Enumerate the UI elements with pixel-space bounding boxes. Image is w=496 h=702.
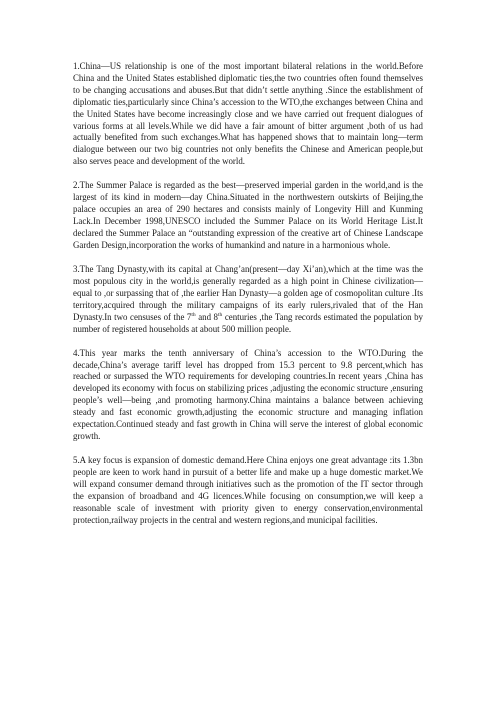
paragraph-3-text-before: 3.The Tang Dynasty,with its capital at Chang’an(present—day Xi’an),which at the time was the most populous city in the world,is generally regarded as a high point in Chinese civilization—equal to ,or surpassing that of ,the earlier Han Dynasty—a golden age of cosmopolitan culture .Its territory,acquired through the military campaigns of its early rulers,rivaled that of the Han Dynasty.In two censuses of the 7 xyxy=(73,263,423,322)
document-page xyxy=(73,61,423,539)
paragraph-1: 1.China—US relationship is one of the most important bilateral relations in the world.Before China and the United States established diplomatic ties,the two countries often found themselves to be changing accusations and abuses.But that didn’t settle anything .Since the establishment of diplomatic ties,particularly since China’s accession to the WTO,the exchanges between China and the United States have become increasingly close and we have carried out frequent dialogues of various forms at all levels.While we did have a fair amount of bitter argument ,both of us had actually benefited from such exchanges.What has happened shows that to maintain long—term dialogue between our two big countries not only benefits the Chinese and American people,but also serves peace and development of the world. xyxy=(73,61,423,167)
ordinal-suffix-7th: th xyxy=(191,311,196,318)
paragraph-3-text-after: centuries ,the Tang records estimated the population by number of registered households at about 500 million people. xyxy=(73,311,423,334)
paragraph-2: 2.The Summer Palace is regarded as the best—preserved imperial garden in the world,and is the largest of its kind in modern—day China.Situated in the northwestern outskirts of Beijing,the palace occupies an area of 290 hectares and consists mainly of Longevity Hill and Kunming Lack.In December 1998,UNESCO included the Summer Palace on its World Heritage List.It declared the Summer Palace an “outstanding expression of the creative art of Chinese Landscape Garden Design,incorporation the works of humankind and nature in a harmonious whole. xyxy=(73,180,423,250)
ordinal-suffix-8th: th xyxy=(218,311,223,318)
paragraph-5: 5.A key focus is expansion of domestic demand.Here China enjoys one great advantage :its 1.3bn people are keen to work hand in pursuit of a better life and make up a huge domestic market.We will expand consumer demand through initiatives such as the promotion of the IT sector through the expansion of broadband and 4G licences.While focusing on consumption,we will keep a reasonable scale of investment with priority given to energy conservation,environmental protection,railway projects in the central and western regions,and municipal facilities. xyxy=(73,455,423,525)
paragraph-3-text-mid: and 8 xyxy=(195,311,218,322)
paragraph-4: 4.This year marks the tenth anniversary of China’s accession to the WTO.During the decade,China’s average tariff level has dropped from 15.3 percent to 9.8 percent,which has reached or surpassed the WTO requirements for developing countries.In recent years ,China has developed its economy with focus on stabilizing prices ,adjusting the economic structure ,ensuring people’s well—being ,and promoting harmony.China maintains a balance between achieving steady and fast economic growth,adjusting the economic structure and managing inflation expectation.Continued steady and fast growth in China will serve the interest of global economic growth. xyxy=(73,347,423,441)
paragraph-3 xyxy=(73,264,423,335)
